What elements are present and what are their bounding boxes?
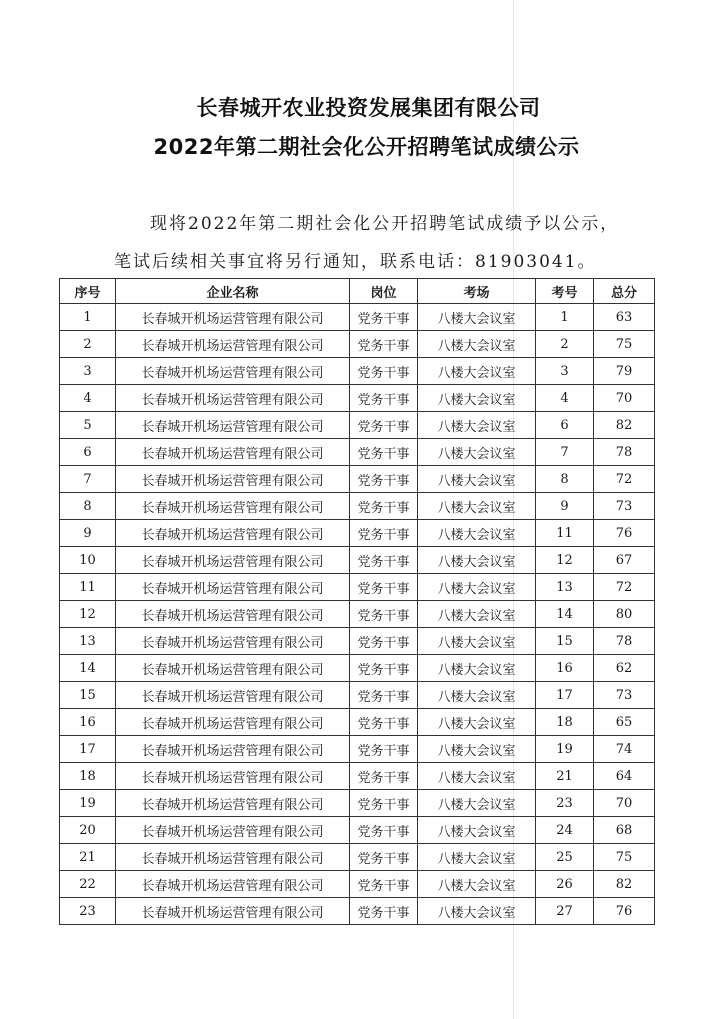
cell-score: 78 (594, 439, 655, 466)
header-room: 考场 (418, 279, 536, 304)
cell-exam-no: 25 (536, 844, 594, 871)
cell-exam-no: 3 (536, 358, 594, 385)
cell-post: 党务干事 (350, 871, 418, 898)
table-row (60, 385, 655, 412)
cell-company: 长春城开机场运营管理有限公司 (116, 304, 350, 331)
cell-seq: 16 (60, 709, 116, 736)
cell-company: 长春城开机场运营管理有限公司 (116, 763, 350, 790)
cell-exam-no: 26 (536, 871, 594, 898)
cell-post: 党务干事 (350, 439, 418, 466)
cell-seq: 21 (60, 844, 116, 871)
cell-company: 长春城开机场运营管理有限公司 (116, 412, 350, 439)
cell-company: 长春城开机场运营管理有限公司 (116, 439, 350, 466)
header-post: 岗位 (350, 279, 418, 304)
cell-post: 党务干事 (350, 574, 418, 601)
cell-score: 76 (594, 898, 655, 925)
cell-post: 党务干事 (350, 817, 418, 844)
cell-exam-no: 24 (536, 817, 594, 844)
cell-score: 64 (594, 763, 655, 790)
cell-company: 长春城开机场运营管理有限公司 (116, 493, 350, 520)
cell-post: 党务干事 (350, 331, 418, 358)
cell-room: 八楼大会议室 (418, 574, 536, 601)
cell-post: 党务干事 (350, 763, 418, 790)
cell-exam-no: 2 (536, 331, 594, 358)
cell-exam-no: 19 (536, 736, 594, 763)
cell-company: 长春城开机场运营管理有限公司 (116, 871, 350, 898)
table-row (60, 439, 655, 466)
header-exam-no: 考号 (536, 279, 594, 304)
notice-paragraph-line1: 现将2022年第二期社会化公开招聘笔试成绩予以公示， (150, 214, 620, 234)
table-row (60, 628, 655, 655)
cell-room: 八楼大会议室 (418, 304, 536, 331)
cell-post: 党务干事 (350, 790, 418, 817)
cell-seq: 18 (60, 763, 116, 790)
cell-room: 八楼大会议室 (418, 682, 536, 709)
cell-score: 79 (594, 358, 655, 385)
cell-exam-no: 15 (536, 628, 594, 655)
cell-exam-no: 1 (536, 304, 594, 331)
cell-room: 八楼大会议室 (418, 628, 536, 655)
cell-exam-no: 23 (536, 790, 594, 817)
cell-room: 八楼大会议室 (418, 763, 536, 790)
cell-exam-no: 11 (536, 520, 594, 547)
cell-seq: 7 (60, 466, 116, 493)
cell-exam-no: 14 (536, 601, 594, 628)
cell-post: 党务干事 (350, 682, 418, 709)
cell-post: 党务干事 (350, 601, 418, 628)
cell-score: 68 (594, 817, 655, 844)
cell-exam-no: 13 (536, 574, 594, 601)
table-row (60, 736, 655, 763)
cell-seq: 8 (60, 493, 116, 520)
cell-score: 63 (594, 304, 655, 331)
cell-company: 长春城开机场运营管理有限公司 (116, 547, 350, 574)
cell-score: 70 (594, 385, 655, 412)
cell-exam-no: 12 (536, 547, 594, 574)
header-score: 总分 (594, 279, 655, 304)
table-row (60, 304, 655, 331)
cell-company: 长春城开机场运营管理有限公司 (116, 790, 350, 817)
cell-room: 八楼大会议室 (418, 412, 536, 439)
table-row (60, 871, 655, 898)
cell-seq: 17 (60, 736, 116, 763)
cell-seq: 15 (60, 682, 116, 709)
cell-score: 75 (594, 331, 655, 358)
cell-room: 八楼大会议室 (418, 466, 536, 493)
cell-exam-no: 6 (536, 412, 594, 439)
cell-score: 67 (594, 547, 655, 574)
cell-score: 62 (594, 655, 655, 682)
cell-company: 长春城开机场运营管理有限公司 (116, 898, 350, 925)
table-header-row (60, 279, 655, 304)
cell-company: 长春城开机场运营管理有限公司 (116, 736, 350, 763)
cell-exam-no: 27 (536, 898, 594, 925)
table-row (60, 655, 655, 682)
document-title-line1: 长春城开农业投资发展集团有限公司 (196, 96, 541, 120)
cell-post: 党务干事 (350, 844, 418, 871)
cell-exam-no: 4 (536, 385, 594, 412)
table-row (60, 412, 655, 439)
cell-room: 八楼大会议室 (418, 655, 536, 682)
cell-company: 长春城开机场运营管理有限公司 (116, 385, 350, 412)
table-row (60, 493, 655, 520)
cell-post: 党务干事 (350, 709, 418, 736)
cell-room: 八楼大会议室 (418, 844, 536, 871)
cell-post: 党务干事 (350, 628, 418, 655)
cell-seq: 10 (60, 547, 116, 574)
cell-post: 党务干事 (350, 493, 418, 520)
cell-exam-no: 8 (536, 466, 594, 493)
cell-post: 党务干事 (350, 898, 418, 925)
cell-room: 八楼大会议室 (418, 385, 536, 412)
cell-exam-no: 9 (536, 493, 594, 520)
score-table (59, 278, 655, 925)
cell-score: 72 (594, 574, 655, 601)
document-title-line2: 2022年第二期社会化公开招聘笔试成绩公示 (153, 135, 580, 159)
cell-company: 长春城开机场运营管理有限公司 (116, 574, 350, 601)
table-row (60, 844, 655, 871)
cell-seq: 19 (60, 790, 116, 817)
table-row (60, 466, 655, 493)
table-row (60, 817, 655, 844)
cell-seq: 14 (60, 655, 116, 682)
cell-company: 长春城开机场运营管理有限公司 (116, 466, 350, 493)
table-row (60, 331, 655, 358)
cell-post: 党务干事 (350, 412, 418, 439)
cell-company: 长春城开机场运营管理有限公司 (116, 655, 350, 682)
cell-room: 八楼大会议室 (418, 736, 536, 763)
table-row (60, 682, 655, 709)
cell-score: 76 (594, 520, 655, 547)
cell-post: 党务干事 (350, 358, 418, 385)
cell-seq: 1 (60, 304, 116, 331)
table-row (60, 790, 655, 817)
cell-post: 党务干事 (350, 655, 418, 682)
cell-post: 党务干事 (350, 520, 418, 547)
cell-score: 65 (594, 709, 655, 736)
cell-room: 八楼大会议室 (418, 601, 536, 628)
cell-exam-no: 17 (536, 682, 594, 709)
cell-score: 70 (594, 790, 655, 817)
cell-exam-no: 7 (536, 439, 594, 466)
cell-room: 八楼大会议室 (418, 871, 536, 898)
cell-room: 八楼大会议室 (418, 331, 536, 358)
cell-company: 长春城开机场运营管理有限公司 (116, 709, 350, 736)
cell-score: 75 (594, 844, 655, 871)
cell-room: 八楼大会议室 (418, 358, 536, 385)
cell-seq: 20 (60, 817, 116, 844)
cell-seq: 4 (60, 385, 116, 412)
table-body (60, 304, 655, 925)
cell-score: 74 (594, 736, 655, 763)
cell-company: 长春城开机场运营管理有限公司 (116, 844, 350, 871)
cell-seq: 13 (60, 628, 116, 655)
cell-company: 长春城开机场运营管理有限公司 (116, 601, 350, 628)
table-row (60, 709, 655, 736)
header-company: 企业名称 (116, 279, 350, 304)
cell-seq: 9 (60, 520, 116, 547)
cell-score: 82 (594, 871, 655, 898)
cell-seq: 5 (60, 412, 116, 439)
cell-room: 八楼大会议室 (418, 898, 536, 925)
cell-seq: 12 (60, 601, 116, 628)
cell-post: 党务干事 (350, 736, 418, 763)
table-row (60, 898, 655, 925)
cell-exam-no: 16 (536, 655, 594, 682)
cell-seq: 22 (60, 871, 116, 898)
cell-score: 80 (594, 601, 655, 628)
cell-room: 八楼大会议室 (418, 709, 536, 736)
cell-company: 长春城开机场运营管理有限公司 (116, 358, 350, 385)
header-seq: 序号 (60, 279, 116, 304)
cell-score: 72 (594, 466, 655, 493)
cell-post: 党务干事 (350, 466, 418, 493)
cell-room: 八楼大会议室 (418, 817, 536, 844)
cell-score: 73 (594, 682, 655, 709)
cell-seq: 3 (60, 358, 116, 385)
cell-exam-no: 21 (536, 763, 594, 790)
notice-paragraph-line2: 笔试后续相关事宜将另行通知，联系电话：81903041。 (114, 252, 597, 272)
table-row (60, 547, 655, 574)
cell-company: 长春城开机场运营管理有限公司 (116, 817, 350, 844)
cell-seq: 23 (60, 898, 116, 925)
cell-seq: 6 (60, 439, 116, 466)
cell-post: 党务干事 (350, 385, 418, 412)
cell-room: 八楼大会议室 (418, 439, 536, 466)
table-row (60, 601, 655, 628)
cell-room: 八楼大会议室 (418, 493, 536, 520)
cell-post: 党务干事 (350, 304, 418, 331)
cell-post: 党务干事 (350, 547, 418, 574)
cell-room: 八楼大会议室 (418, 547, 536, 574)
cell-score: 82 (594, 412, 655, 439)
cell-company: 长春城开机场运营管理有限公司 (116, 331, 350, 358)
cell-exam-no: 18 (536, 709, 594, 736)
cell-room: 八楼大会议室 (418, 520, 536, 547)
cell-company: 长春城开机场运营管理有限公司 (116, 628, 350, 655)
table-row (60, 763, 655, 790)
cell-company: 长春城开机场运营管理有限公司 (116, 682, 350, 709)
table-row (60, 358, 655, 385)
cell-score: 78 (594, 628, 655, 655)
cell-company: 长春城开机场运营管理有限公司 (116, 520, 350, 547)
cell-room: 八楼大会议室 (418, 790, 536, 817)
cell-seq: 2 (60, 331, 116, 358)
table-row (60, 574, 655, 601)
cell-score: 73 (594, 493, 655, 520)
table-row (60, 520, 655, 547)
cell-seq: 11 (60, 574, 116, 601)
